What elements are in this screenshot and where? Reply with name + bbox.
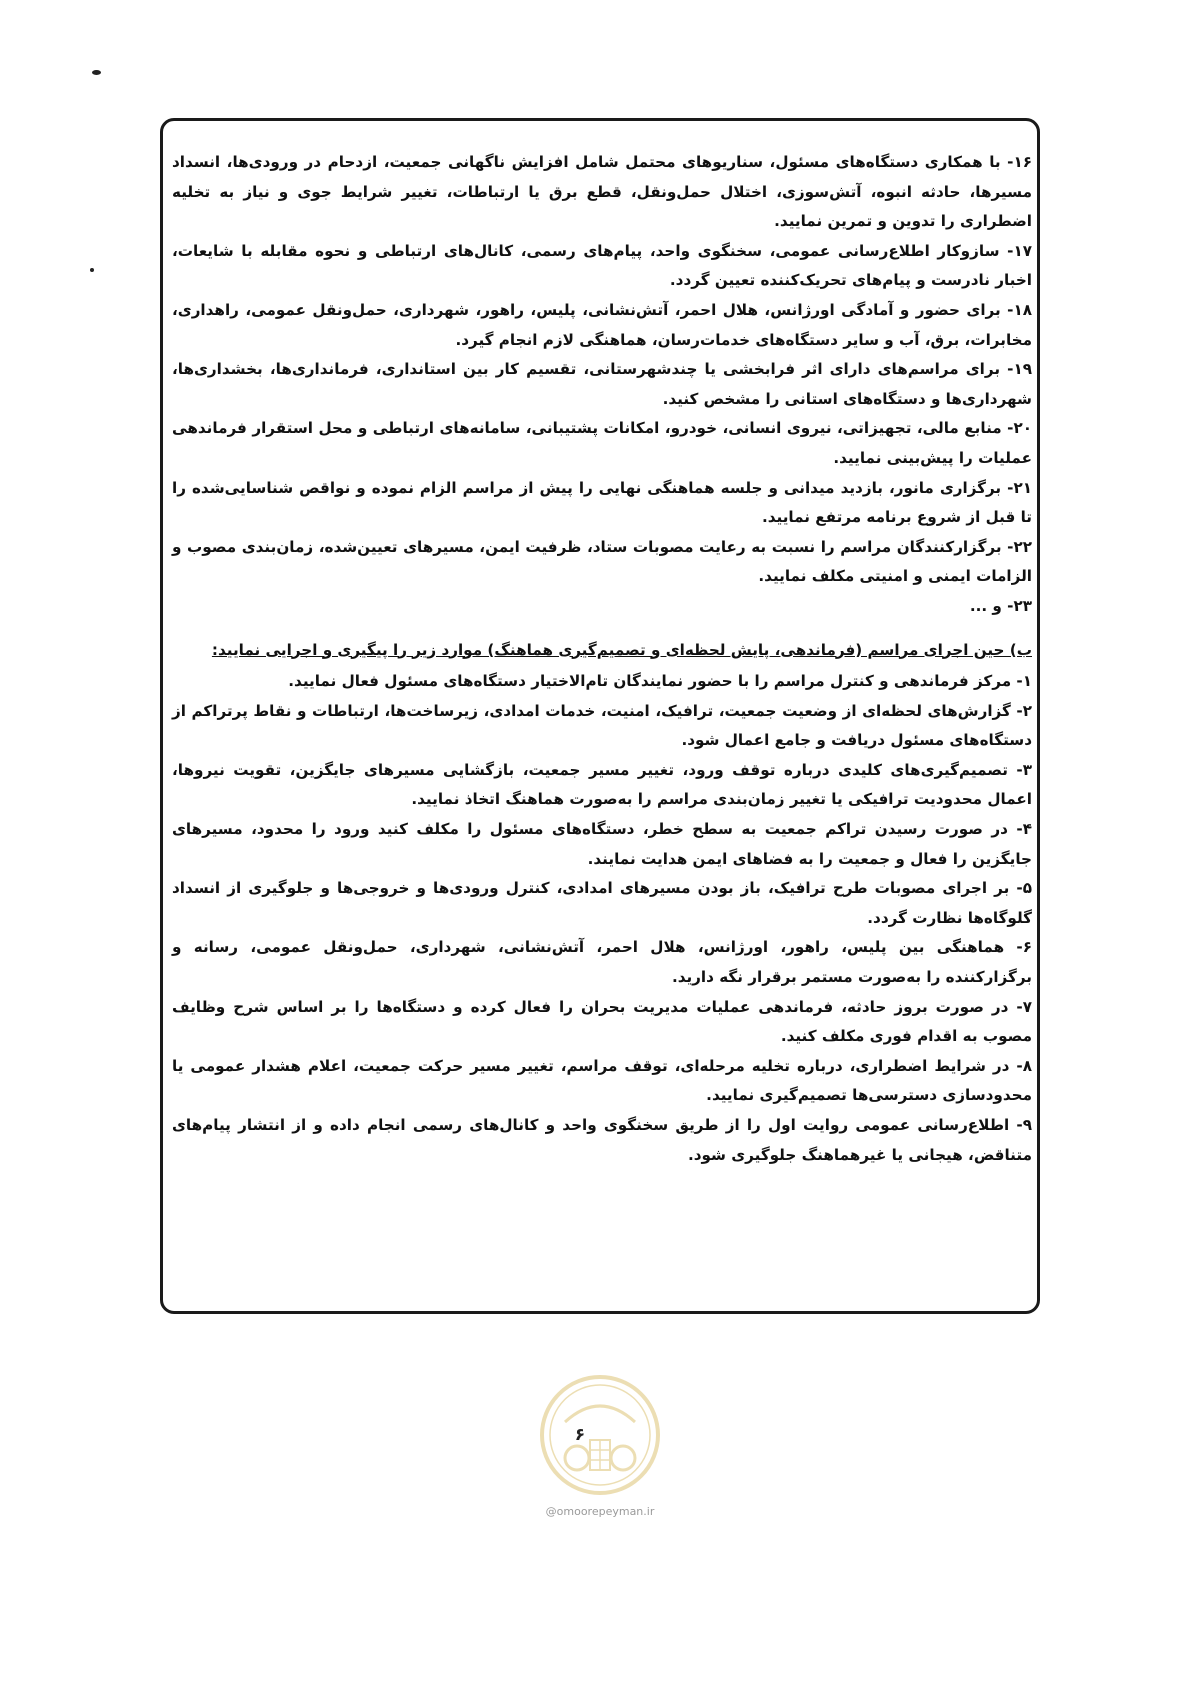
list-item: ۷- در صورت بروز حادثه، فرماندهی عملیات مدیریت بحران را فعال کرده و دستگاه‌ها را بر اساس شرح وظایف مصوب به اقدام فوری مکلف کنید. [172,997,1032,1046]
list-item: ۲۱- برگزاری مانور، بازدید میدانی و جلسه هماهنگی نهایی را پیش از مراسم الزام نموده و نواقص شناسایی‌شده را تا قبل از شروع برنامه مرتفع نمایید. [172,478,1032,527]
list-item: ۲۰- منابع مالی، تجهیزاتی، نیروی انسانی، خودرو، امکانات پشتیبانی، سامانه‌های ارتباطی و محل استقرار فرماندهی عملیات را پیش‌بینی نمایید. [172,419,1032,467]
watermark-logo-icon [535,1370,665,1500]
list-item: ۱۷- سازوکار اطلاع‌رسانی عمومی، سخنگوی واحد، پیام‌های رسمی، کانال‌های ارتباطی و نحوه مقابله با شایعات، اخبار نادرست و پیام‌های تحریک‌کننده تعیین گردد. [172,241,1032,290]
list-item: ۵- بر اجرای مصوبات طرح ترافیک، باز بودن مسیرهای امدادی، کنترل ورودی‌ها و خروجی‌ها و جلوگیری از انسداد گلوگاه‌ها نظارت گردد. [172,879,1032,927]
list-item: ۲۲- برگزارکنندگان مراسم را نسبت به رعایت مصوبات ستاد، ظرفیت ایمن، مسیرهای تعیین‌شده، زمان‌بندی مصوب و الزامات ایمنی و امنیتی مکلف نمایید. [172,537,1032,586]
list-item: ۲۳- و ... [969,596,1032,615]
page-number: ۶ [574,1425,586,1445]
scan-speck [90,268,94,272]
list-item: ۱- مرکز فرماندهی و کنترل مراسم را با حضور نمایندگان تام‌الاختیار دستگاه‌های مسئول فعال نمایید. [288,672,1032,691]
list-item: ۸- در شرایط اضطراری، درباره تخلیه مرحله‌ای، توقف مراسم، تغییر مسیر حرکت جمعیت، اعلام هشدار عمومی یا محدودسازی دسترسی‌ها تصمیم‌گیری نمایید. [172,1056,1032,1105]
list-item: ۱۹- برای مراسم‌های دارای اثر فرابخشی یا چندشهرستانی، تقسیم کار بین استانداری، فرمانداری‌ها، بخشداری‌ها، شهرداری‌ها و دستگاه‌های استانی را مشخص کنید. [172,360,1032,408]
scan-speck [92,70,101,75]
watermark-url: @omoorepeyman.ir [545,1505,655,1518]
list-item: ۲- گزارش‌های لحظه‌ای از وضعیت جمعیت، ترافیک، امنیت، خدمات امدادی، زیرساخت‌ها، ارتباطات و نقاط پرتراکم از دستگاه‌های مسئول دریافت و جامع اعمال شود. [172,701,1032,750]
list-item: ۱۶- با همکاری دستگاه‌های مسئول، سناریوهای محتمل شامل افزایش ناگهانی جمعیت، ازدحام در ورودی‌ها، انسداد مسیرها، حادثه انبوه، آتش‌سوزی، اختلال حمل‌ونقل، قطع برق یا ارتباطات، تغییر شرایط جوی و نیاز به تخلیه اضطراری را تدوین و تمرین نمایید. [172,153,1032,231]
list-item: ۶- هماهنگی بین پلیس، راهور، اورژانس، هلال احمر، آتش‌نشانی، شهرداری، حمل‌ونقل عمومی، رسانه و برگزارکننده را به‌صورت مستمر برقرار نگه دارید. [172,938,1032,987]
list-item: ۴- در صورت رسیدن تراکم جمعیت به سطح خطر، دستگاه‌های مسئول را مکلف کنید ورود را محدود، مسیرهای جایگزین را فعال و جمعیت را به فضاهای ایمن هدایت نمایند. [172,820,1032,868]
document-body [172,148,1032,1170]
section-heading: ب) حین اجرای مراسم (فرماندهی، پایش لحظه‌ای و تصمیم‌گیری هماهنگ) موارد زیر را پیگیری و اجرایی نمایید: [211,640,1032,659]
list-item: ۹- اطلاع‌رسانی عمومی روایت اول را از طریق سخنگوی واحد و کانال‌های رسمی انجام داده و از انتشار پیام‌های متناقض، هیجانی یا غیرهماهنگ جلوگیری شود. [172,1116,1032,1164]
list-item: ۳- تصمیم‌گیری‌های کلیدی درباره توقف ورود، تغییر مسیر جمعیت، بازگشایی مسیرهای جایگزین، تقویت نیروها، اعمال محدودیت ترافیکی یا تغییر زمان‌بندی مراسم را به‌صورت هماهنگ اتخاذ نمایید. [172,760,1032,809]
list-item: ۱۸- برای حضور و آمادگی اورژانس، هلال احمر، آتش‌نشانی، پلیس، راهور، شهرداری، حمل‌ونقل عمومی، راهداری، مخابرات، برق، آب و سایر دستگاه‌های خدمات‌رسان، هماهنگی لازم انجام گیرد. [172,300,1032,349]
